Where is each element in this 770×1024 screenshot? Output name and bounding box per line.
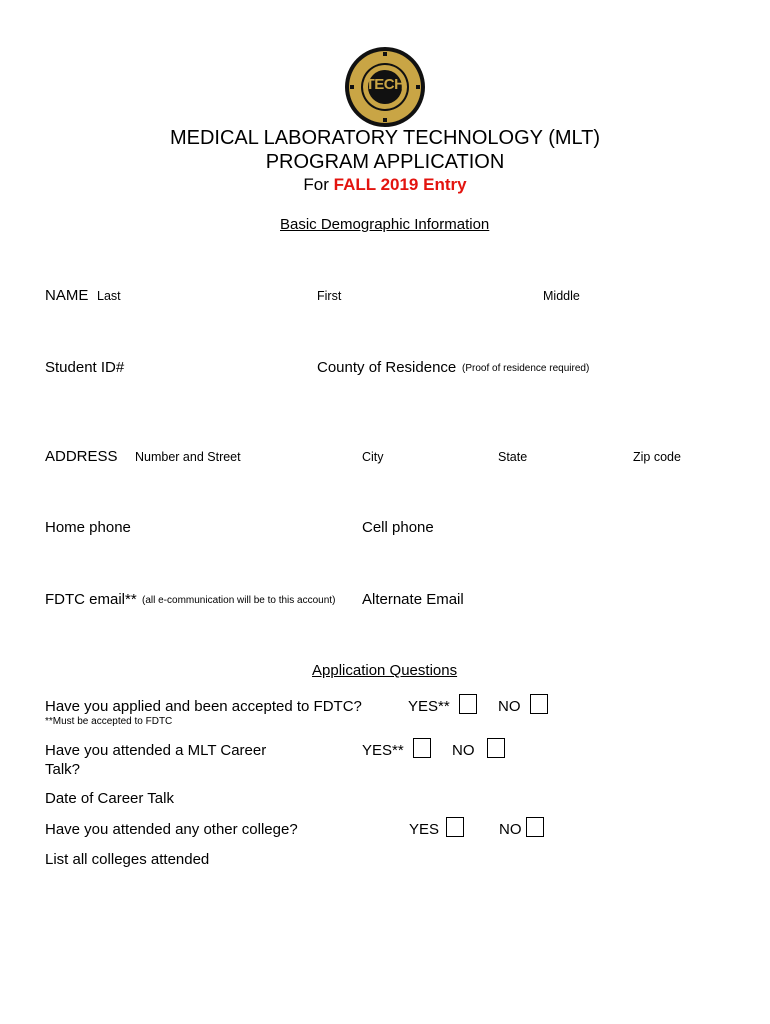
question-accepted-note: **Must be accepted to FDTC xyxy=(45,716,173,727)
entry-term: FALL 2019 Entry xyxy=(333,175,467,194)
college-logo xyxy=(344,46,426,128)
logo-center-text: TECH xyxy=(365,76,405,93)
question-other-college: Have you attended any other college? xyxy=(45,821,298,838)
student-id-label: Student ID# xyxy=(45,359,125,376)
q1-yes-label: YES** xyxy=(408,698,450,715)
entry-prefix: For xyxy=(303,175,329,194)
alternate-email-label: Alternate Email xyxy=(362,591,464,608)
q1-no-label: NO xyxy=(498,698,521,715)
page-title-line1: MEDICAL LABORATORY TECHNOLOGY (MLT) xyxy=(169,127,601,149)
colleges-attended-label: List all colleges attended xyxy=(45,851,210,868)
question-career-talk-line2: Talk? xyxy=(45,761,81,778)
question-career-talk-line1: Have you attended a MLT Career xyxy=(45,742,267,759)
county-label: County of Residence xyxy=(317,359,457,376)
first-name-label: First xyxy=(317,289,342,303)
state-label: State xyxy=(498,450,528,464)
q1-yes-checkbox[interactable] xyxy=(459,694,477,714)
questions-section-title: Application Questions xyxy=(312,662,458,679)
demographic-section-title: Basic Demographic Information xyxy=(280,216,490,233)
q3-no-label: NO xyxy=(499,821,522,838)
name-label: NAME xyxy=(45,287,89,304)
q1-no-checkbox[interactable] xyxy=(530,694,548,714)
city-label: City xyxy=(362,450,384,464)
q2-no-checkbox[interactable] xyxy=(487,738,505,758)
fdtc-email-note: (all e-communication will be to this account) xyxy=(142,595,336,606)
q3-yes-checkbox[interactable] xyxy=(446,817,464,837)
q3-no-checkbox[interactable] xyxy=(526,817,544,837)
career-talk-date-label: Date of Career Talk xyxy=(45,790,174,807)
q2-no-label: NO xyxy=(452,742,475,759)
address-label: ADDRESS xyxy=(45,448,118,465)
county-note: (Proof of residence required) xyxy=(462,363,590,374)
q3-yes-label: YES xyxy=(409,821,440,838)
zip-label: Zip code xyxy=(633,450,681,464)
middle-name-label: Middle xyxy=(543,289,580,303)
q2-yes-label: YES** xyxy=(362,742,404,759)
last-name-label: Last xyxy=(97,289,121,303)
fdtc-email-label: FDTC email** xyxy=(45,591,137,608)
q2-yes-checkbox[interactable] xyxy=(413,738,431,758)
entry-line xyxy=(0,175,770,195)
page-title-line2: PROGRAM APPLICATION xyxy=(265,151,505,173)
question-accepted: Have you applied and been accepted to FDTC? xyxy=(45,698,362,715)
home-phone-label: Home phone xyxy=(45,519,131,536)
cell-phone-label: Cell phone xyxy=(362,519,434,536)
street-label: Number and Street xyxy=(135,450,241,464)
